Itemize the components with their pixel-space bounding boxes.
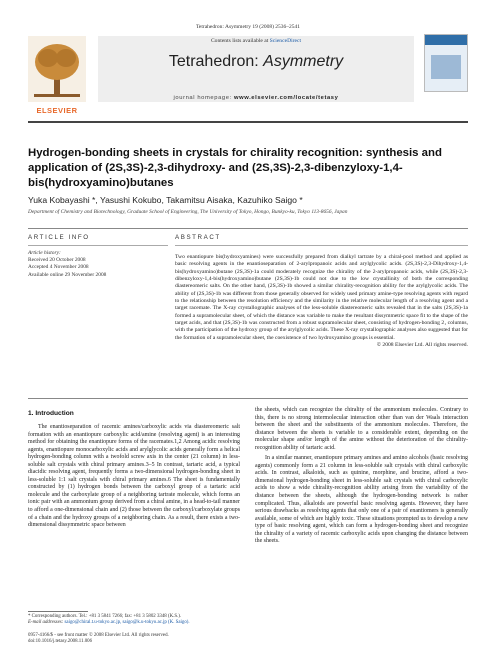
bottom-meta <box>28 633 258 645</box>
running-head: Tetrahedron: Asymmetry 19 (2008) 2536–2541 <box>195 24 301 30</box>
section-divider <box>28 228 468 229</box>
journal-name-italic: Asymmetry <box>263 53 344 70</box>
intro-paragraph-3: In a similar manner, enantiopure primary amines and amino alcohols (basic resolving agents) commonly form a 21 column in less-soluble salt crystals with chiral carboxylic acids. In contrast, alkaloids, such as quinine, morphine, and brucine, afford a two-dimensional hydrogen-bonding sheet in less-soluble salt crystals with chiral carboxylic acids to show a wide chirality-recognition ability arising from the variability of the distance between the sheets, although the hydrogen-bonding network is rather complicated. Thus, alkaloids are powerful basic resolving agents. However, they have serious drawbacks as resolving agents that only one of a pair of enantiomers is generally available, some of which are highly toxic. These situations prompted us to develop a new type of basic resolving agent, which can form a hydrogen-bonding sheet and recognize the chirality of a variety of racemic carboxylic acids upon changing the distance between the sheets. <box>255 455 468 545</box>
online-date: Available online 29 November 2008 <box>28 271 107 278</box>
accepted-date: Accepted 4 November 2008 <box>28 264 89 271</box>
homepage-url[interactable]: www.elsevier.com/locate/tetasy <box>233 95 339 101</box>
abstract-body <box>175 254 468 349</box>
footnote-rule <box>28 611 88 612</box>
abstract-rule <box>175 245 468 246</box>
article-info-rule <box>28 245 168 246</box>
body-left-column <box>28 424 240 530</box>
footnote-corresponding: * Corresponding authors. Tel.: +81 3 5841 7266; fax: +81 3 5802 3348 (K.S.). <box>28 614 182 619</box>
email-label: E-mail addresses: <box>28 620 64 625</box>
contents-prefix: Contents lists available at <box>210 38 269 44</box>
issn-line: 0957-4166/$ - see front matter © 2008 Elsevier Ltd. All rights reserved. <box>28 633 169 638</box>
intro-paragraph-1: The enantioseparation of racemic amines/carboxylic acids via diastereomeric salt formation with an enantiopure carboxylic acid/amine (resolving agent) is an interesting method for obtaining the enantiopure forms of the racemates.1,2 Among acidic resolving agents, enantiopure monocarboxylic acids and arylglycolic acids generally form a helical hydrogen-bonding column with a twofold screw axis in the center (21 column) in less-soluble salt crystals with chiral primary amines.3–5 In contrast, tartaric acid, a typical diacidic resolving agent, frequently forms a two-dimensional hydrogen-bonding sheet in less-soluble 1:1 salt crystals with chiral primary amines.6 The sheet is fundamentally constructed by (1) hydrogen bonds between the carboxyl group of a tartaric acid molecule and the carboxylate group of a neighboring tartrate molecule, which forms an ionic pair with an ammonium group derived from a chiral amine, in a head-to-tail manner to afford a one-dimensional chain and (2) those between the carboxyl/carboxylate groups of a chain and the hydroxy groups of a neighboring chain. As a result, there exists a two-dimensional dissymmetric space between <box>28 424 240 529</box>
journal-cover-image <box>424 34 468 92</box>
footnote-emails <box>28 620 258 626</box>
email-links[interactable]: saigo@chiral.t.u-tokyo.ac.jp, saigo@k.u-tokyo.ac.jp (K. Saigo). <box>64 620 190 625</box>
abstract-copyright: © 2008 Elsevier Ltd. All rights reserved. <box>376 342 468 349</box>
sciencedirect-link[interactable]: ScienceDirect <box>269 38 302 44</box>
contents-line <box>98 38 414 44</box>
journal-name: Tetrahedron: <box>168 53 259 70</box>
intro-paragraph-2: the sheets, which can recognize the chirality of the ammonium molecules. Contrary to this, there is no strong intermolecular interaction other than van der Waals interaction between the sheet and the substituents of the ammonium molecules. Therefore, the distance between the sheets is variable to a considerable extent, depending on the molecular shape and/or length of the amine without the deterioration of the chirality-recognition ability of tartaric acid. <box>255 407 468 451</box>
elsevier-tree-logo <box>28 36 86 102</box>
homepage-prefix: journal homepage: <box>173 95 232 101</box>
abstract-heading: ABSTRACT <box>175 234 221 241</box>
journal-title <box>98 53 414 71</box>
abstract-text: Two enantiopure bis(hydroxyamines) were successfully prepared from dialkyl tartrate by a chiral-pool method and applied as basic resolving agents in the enantioseparation of 2-arylpropanoic acids and arylglycolic acids. (2S,3S)-2,3-Dihydroxy-1,4-bis(hydroxyamino)butane (2S,3S)-1a could moderately recognize the chirality of the 2-arylpropanoic acids, while (2S,3S)-2,3-dibenzyloxy-1,4-bis(hydroxyamino)butane (2S,3S)-1b could not due to the low crystallinity of both the corresponding diastereomeric salts. On the other hand, (2S,3S)-1b showed a similar chirality-recognition ability for the arylglycolic acids. The ability of (2S,3S)-1b was different from those generally observed for widely used primary amine-type resolving agents with regard to the relationship between the resolution efficiency and the similarity in the relative molecular length of a resolving agent and a target racemate. The X-ray crystallographic analyses of the less-soluble diastereomeric salts revealed that in the salts (2S,3S)-1a formed a supramolecular sheet, of which the distance was variable to make the resultant dissymmetric space fit to the shape of the target acids, and that (2S,3S)-1b was constructed from a robust supramolecular sheet, consisting of hydrogen-bonding 2₁ columns, with the participation of the hydroxy group of the arylglycolic acids. These X-ray crystallographic analyses also suggested that for the formation of a supramolecular sheet, the coexistence of two hydroxyamino groups is essential. <box>175 254 468 341</box>
doi-line[interactable]: doi:10.1016/j.tetasy.2008.11.006 <box>28 639 93 644</box>
received-date: Received 20 October 2008 <box>28 257 86 264</box>
publisher-name: ELSEVIER <box>36 106 78 115</box>
article-info-heading: ARTICLE INFO <box>28 234 90 241</box>
journal-homepage <box>98 95 414 101</box>
article-history <box>28 250 168 279</box>
article-title: Hydrogen-bonding sheets in crystals for chirality recognition: synthesis and application of (2S,3S)-2,3-dihydroxy- and (2S,3S)-2,3-dibenzyloxy-1,4-bis(hydroxyamino)butanes <box>28 147 442 189</box>
abstract-bottom-divider <box>28 398 468 399</box>
body-right-column <box>255 407 468 546</box>
introduction-heading: 1. Introduction <box>28 410 74 417</box>
header-divider <box>28 121 468 123</box>
history-label: Article history: <box>28 250 61 256</box>
article-authors: Yuka Kobayashi *, Yasushi Kokubo, Takamitsu Aisaka, Kazuhiko Saigo * <box>28 195 303 205</box>
article-affiliation: Department of Chemistry and Biotechnology, Graduate School of Engineering, The University of Tokyo, Hongo, Bunkyo-ku, Tokyo 113-8656, Japan <box>28 209 348 215</box>
footnote <box>28 614 258 626</box>
